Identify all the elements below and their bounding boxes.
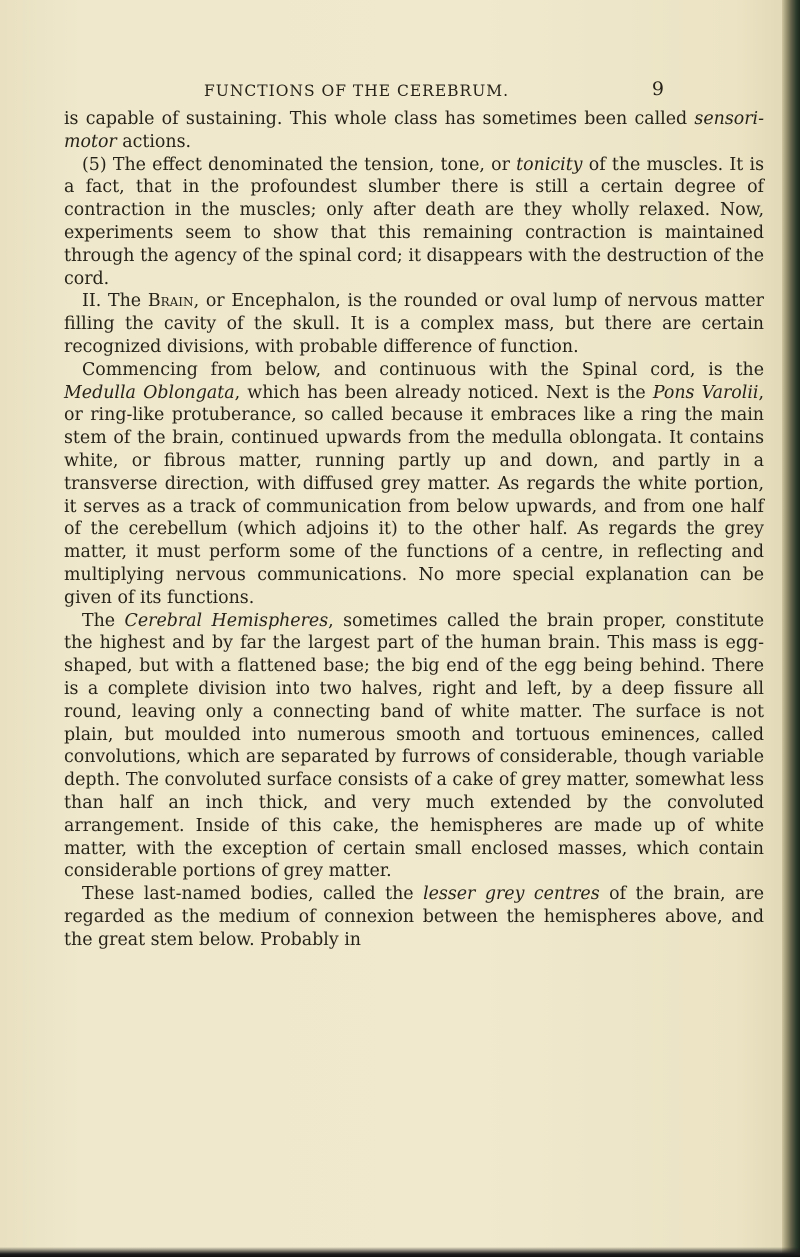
body-text <box>64 108 764 951</box>
running-head: FUNCTIONS OF THE CEREBRUM. <box>204 82 510 100</box>
emphasis-pons: Pons Varolii <box>652 382 759 403</box>
paragraph-3: II. The Brain, or Encephalon, is the rounded or oval lump of nervous matter filling the cavity of the skull. It is a complex mass, but there are certain recognized divisions, with probable difference of function. <box>64 291 764 357</box>
emphasis-brain: Brain <box>147 291 194 312</box>
emphasis-sensori-motor: sensori-motor <box>64 109 764 152</box>
page-gutter-shadow <box>782 0 800 1257</box>
paragraph-1: is capable of sustaining. This whole class has sometimes been called sensori-motor actions. <box>64 109 764 152</box>
paragraph-2: (5) The effect denominated the tension, tone, or tonicity of the muscles. It is a fact, that in the profoundest slumber there is still a certain degree of contraction in the muscles; only after death are they wholly relaxed. Now, experiments seem to show that this remaining contraction is maintained through the agency of the spinal cord; it disappears with the destruction of the cord. <box>64 154 764 289</box>
emphasis-hemispheres: Cerebral Hemispheres <box>124 610 329 631</box>
page-header <box>204 78 664 104</box>
paragraph-6: These last-named bodies, called the lesser grey centres of the brain, are regarded as the medium of connexion between the hemispheres above, and the great stem below. Probably in <box>64 884 765 950</box>
emphasis-grey-centres: lesser grey centres <box>423 884 600 905</box>
paragraph-5: The Cerebral Hemispheres, sometimes called the brain proper, constitute the highest and by far the largest part of the human brain. This mass is egg-shaped, but with a flattened base; the big end of the egg being behind. There is a complete division into two halves, right and left, by a deep fissure all round, leaving only a connecting band of white matter. The surface is not plain, but moulded into numerous smooth and tortuous eminences, called convolutions, which are separated by furrows of considerable, though variable depth. The convoluted surface consists of a cake of grey matter, somewhat less than half an inch thick, and very much extended by the convoluted arrangement. Inside of this cake, the hemispheres are made up of white matter, with the exception of certain small enclosed masses, which contain considerable portions of grey matter. <box>64 610 765 882</box>
emphasis-medulla: Medulla Oblongata <box>64 382 235 403</box>
page-number: 9 <box>651 78 664 100</box>
paragraph-4: Commencing from below, and continuous with the Spinal cord, is the Medulla Oblongata, which has been already noticed. Next is the Pons Varolii, or ring-like protuberance, so called because it embraces like a ring the main stem of the brain, continued upwards from the medulla oblongata. It contains white, or fibrous matter, running partly up and down, and partly in a transverse direction, with diffused grey matter. As regards the white portion, it serves as a track of communication from below upwards, and from one half of the cerebellum (which adjoins it) to the other half. As regards the grey matter, it must perform some of the functions of a centre, in reflecting and multiplying nervous communications. No more special explanation can be given of its functions. <box>64 359 764 608</box>
page-bottom-edge <box>0 1247 800 1257</box>
emphasis-tonicity: tonicity <box>516 154 583 175</box>
